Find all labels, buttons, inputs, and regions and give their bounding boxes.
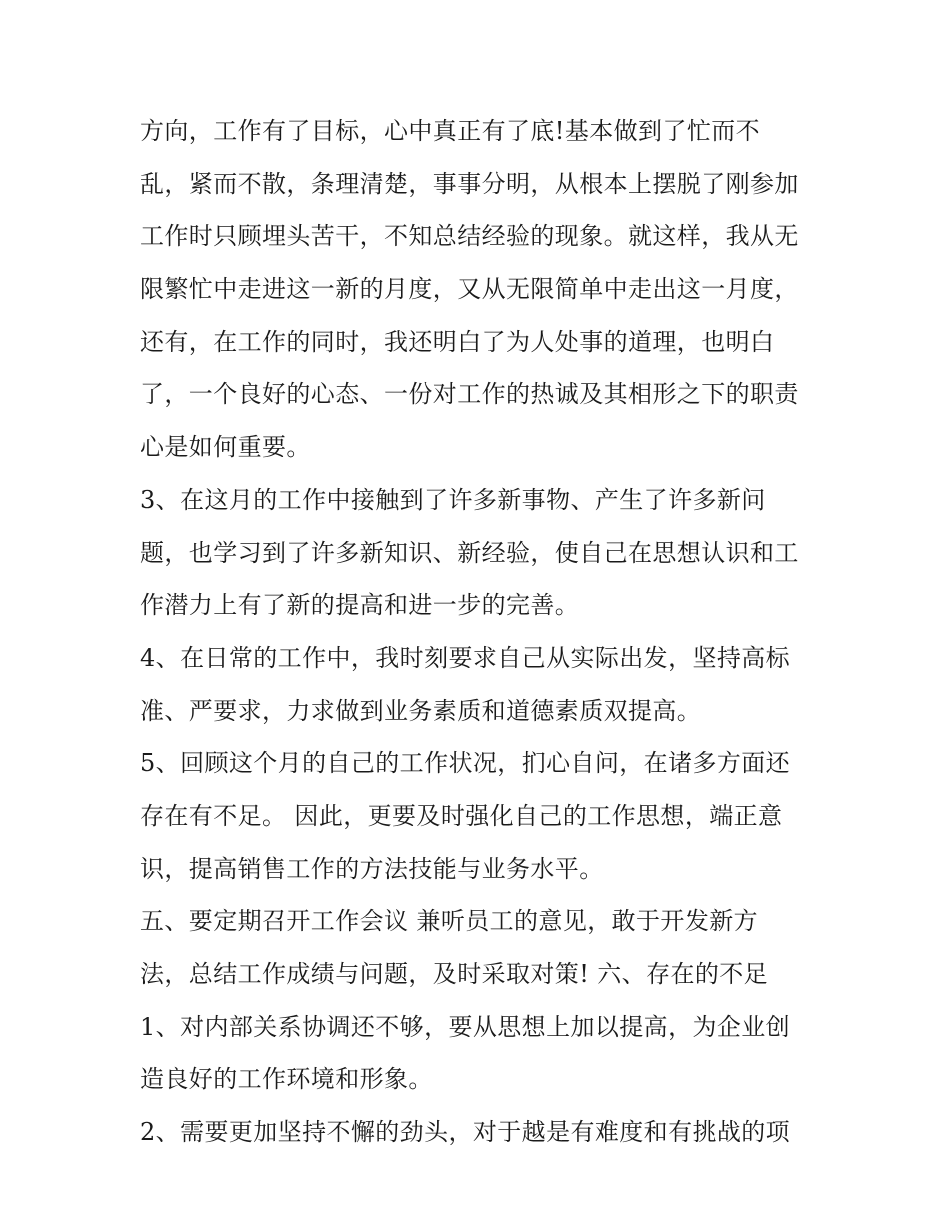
text-line: 1、对内部关系协调还不够，要从思想上加以提高，为企业创 [140, 1012, 791, 1041]
text-line: 作潜力上有了新的提高和进一步的完善。 [140, 591, 580, 620]
text-line: 5、回顾这个月的自己的工作状况，扪心自问，在诸多方面还 [140, 749, 791, 778]
text-line: 方向，工作有了目标，心中真正有了底!基本做到了忙而不 [140, 117, 761, 145]
text-line: 乱，紧而不散，条理清楚，事事分明，从根本上摆脱了刚参加 [140, 169, 799, 198]
text-line: 造良好的工作环境和形象。 [140, 1065, 433, 1094]
text-line: 工作时只顾埋头苦干，不知总结经验的现象。就这样，我从无 [140, 222, 799, 251]
text-line: 存在有不足。 因此，更要及时强化自己的工作思想，端正意 [140, 801, 783, 830]
text-line: 准、严要求，力求做到业务素质和道德素质双提高。 [140, 696, 702, 725]
text-line: 2、需要更加坚持不懈的劲头，对于越是有难度和有挑战的项 [140, 1118, 791, 1147]
text-line: 了，一个良好的心态、一份对工作的热诚及其相形之下的职责 [140, 380, 799, 409]
text-line: 心是如何重要。 [140, 433, 311, 462]
text-line: 3、在这月的工作中接触到了许多新事物、产生了许多新问 [140, 485, 766, 514]
text-line: 法，总结工作成绩与问题，及时采取对策! 六、存在的不足 [140, 960, 769, 988]
text-line: 五、要定期召开工作会议 兼听员工的意见，敢于开发新方 [140, 907, 759, 936]
text-line: 识，提高销售工作的方法技能与业务水平。 [140, 854, 604, 883]
text-line: 题，也学习到了许多新知识、新经验，使自己在思想认识和工 [140, 538, 799, 567]
text-line: 限繁忙中走进这一新的月度，又从无限简单中走出这一月度， [140, 275, 799, 304]
text-line: 4、在日常的工作中，我时刻要求自己从实际出发，坚持高标 [140, 643, 791, 672]
document-body [140, 108, 820, 1162]
text-line: 还有，在工作的同时，我还明白了为人处事的道理，也明白 [140, 327, 775, 356]
